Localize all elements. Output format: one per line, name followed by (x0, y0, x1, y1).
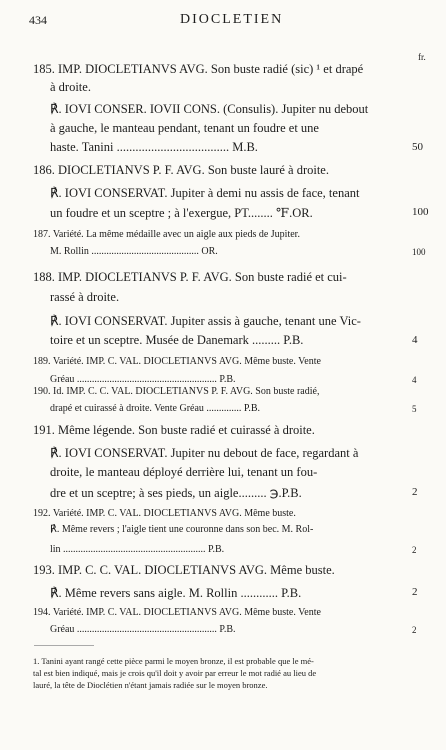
entry-line-text: 186. DIOCLETIANVS P. F. AVG. Son buste lauré à droite. (33, 163, 329, 177)
entry-line (50, 313, 402, 329)
page-number: 434 (29, 13, 47, 27)
price-value: 2 (412, 625, 417, 635)
entry-line-text: 188. IMP. DIOCLETIANVS P. F. AVG. Son buste radié et cui- (33, 270, 347, 284)
footnote-line: tal est bien indiqué, mais je crois qu'il doit y avoir par erreur le mot radié au lieu de (33, 668, 317, 678)
entry-line (50, 465, 402, 480)
price-value: 4 (412, 375, 417, 385)
entry-line (50, 140, 402, 155)
page-title: DIOCLETIEN (180, 12, 284, 27)
entry-line (50, 290, 402, 305)
entry-line (50, 80, 402, 95)
entry-line (33, 270, 402, 285)
entry-line-text: Gréau ........................................................ P.B. (50, 374, 236, 385)
price-value: 4 (412, 334, 418, 346)
column-label: fr. (418, 52, 426, 62)
entry-line-text: M. Rollin ........................................... OR. (50, 246, 218, 257)
entry-line-text: ℟. Même revers sans aigle. M. Rollin ............ P.B. (50, 586, 302, 600)
entry-line (33, 163, 402, 178)
entry-line (50, 585, 402, 601)
price-value: 2 (412, 486, 418, 498)
entry-line-text: 191. Même légende. Son buste radié et cuirassé à droite. (33, 423, 315, 437)
entry-line-text: 193. IMP. C. C. VAL. DIOCLETIANVS AVG. Même buste. (33, 563, 335, 577)
entry-line-text: à gauche, le manteau pendant, tenant un foudre et une (50, 121, 319, 135)
entry-line-text: 185. IMP. DIOCLETIANVS AVG. Son buste radié (sic) ¹ et drapé (33, 62, 364, 76)
entry-line-text: rassé à droite. (50, 290, 120, 304)
entry-line-text: Gréau ........................................................ P.B. (50, 624, 236, 635)
entry-line (50, 246, 402, 257)
price-value: 2 (412, 586, 418, 598)
entry-line-text: à droite. (50, 80, 91, 94)
footnote-rule (34, 645, 94, 646)
entry-line-text: lin ......................................................... P.B. (50, 544, 225, 555)
entry-line-text: 194. Variété. IMP. C. VAL. DIOCLETIANVS AVG. Même buste. Vente (33, 607, 321, 618)
entry-line (50, 333, 402, 348)
entry-line-text: ℟. IOVI CONSERVAT. Jupiter nu debout de face, regardant à (50, 446, 359, 460)
entry-line-text: 187. Variété. La même médaille avec un aigle aux pieds de Jupiter. (33, 229, 300, 240)
entry-line-text: droite, le manteau déployé derrière lui, tenant un fou- (50, 465, 318, 479)
entry-line-text: drapé et cuirassé à droite. Vente Gréau .............. P.B. (50, 403, 261, 414)
price-value: 50 (412, 141, 423, 153)
entry-line (50, 374, 402, 385)
entry-line (33, 356, 402, 367)
price-value: 100 (412, 206, 429, 218)
entry-line-text: 190. Id. IMP. C. C. VAL. DIOCLETIANVS P. F. AVG. Son buste radié, (33, 386, 320, 397)
entry-line-text: un foudre et un sceptre ; à l'exergue, PT........ ℉.OR. (50, 206, 313, 220)
footnote-line: 1. Tanini ayant rangé cette pièce parmi le moyen bronze, il est probable que le mé- (33, 656, 314, 666)
entry-line (50, 544, 402, 555)
entry-line (33, 423, 402, 438)
entry-line-text: 192. Variété. IMP. C. VAL. DIOCLETIANVS AVG. Même buste. (33, 508, 296, 519)
entry-line (50, 205, 402, 221)
price-value: 2 (412, 545, 417, 555)
price-value: 5 (412, 404, 417, 414)
price-value: 100 (412, 247, 426, 257)
entry-line (33, 563, 402, 578)
entry-line-text: ℟. IOVI CONSERVAT. Jupiter à demi nu assis de face, tenant (50, 186, 360, 200)
entry-line (33, 229, 402, 240)
entry-line (33, 62, 402, 77)
entry-line-text: 189. Variété. IMP. C. VAL. DIOCLETIANVS AVG. Même buste. Vente (33, 356, 321, 367)
entry-line (50, 524, 402, 535)
footnote-line: lauré, la tête de Dioclétien n'étant jamais radiée sur le moyen bronze. (33, 680, 268, 690)
entry-line (33, 607, 402, 618)
entry-line-text: ℟. IOVI CONSERVAT. Jupiter assis à gauche, tenant une Vic- (50, 314, 361, 328)
entry-line (50, 185, 402, 201)
entry-line-text: ℟. IOVI CONSER. IOVII CONS. (Consulis). Jupiter nu debout (50, 102, 369, 116)
entry-line (50, 624, 402, 635)
entry-line-text: dre et un sceptre; à ses pieds, un aigle......... ℈.P.B. (50, 486, 302, 500)
entry-line (50, 121, 402, 136)
entry-line (50, 485, 402, 501)
entry-line (50, 445, 402, 461)
entry-line (33, 386, 402, 397)
entry-line-text: toire et un sceptre. Musée de Danemark ......... P.B. (50, 333, 304, 347)
entry-line (33, 508, 402, 519)
entry-line-text: ℟. Même revers ; l'aigle tient une couronne dans son bec. M. Rol- (50, 524, 314, 535)
entry-line-text: haste. Tanini .................................... M.B. (50, 140, 258, 154)
entry-line (50, 101, 402, 117)
entry-line (50, 403, 402, 414)
